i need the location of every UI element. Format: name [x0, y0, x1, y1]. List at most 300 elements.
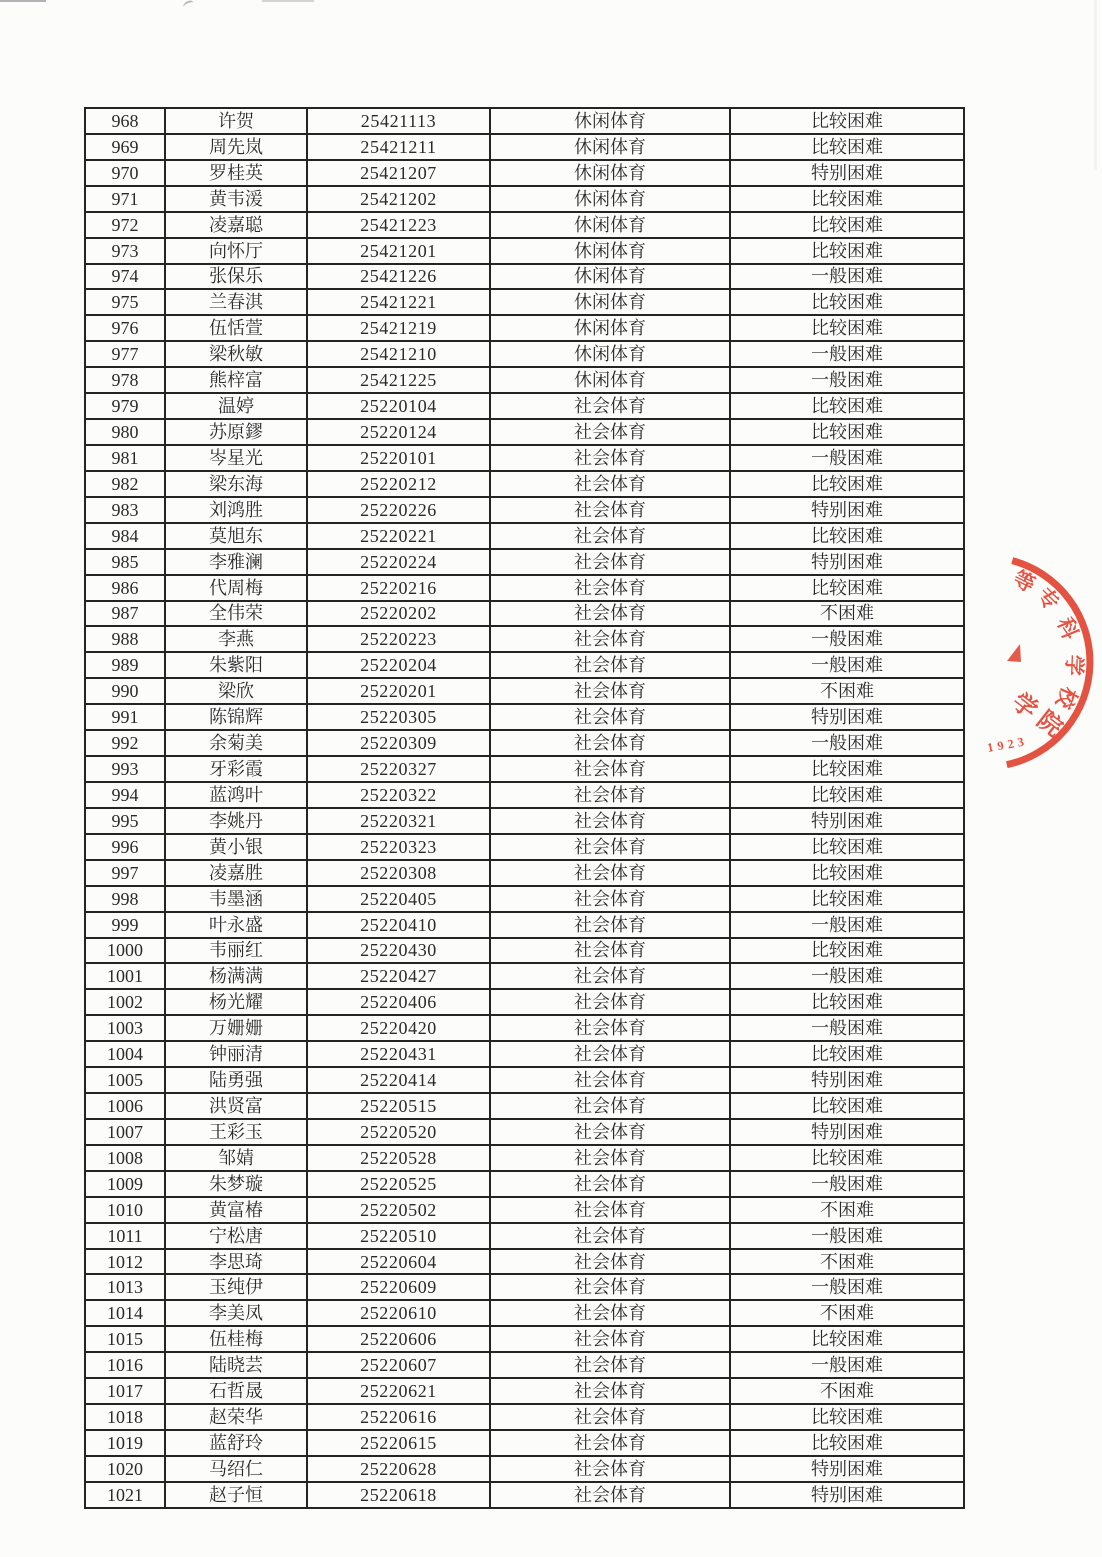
- cell-major: 社会体育: [490, 626, 730, 652]
- cell-name: 黄富椿: [165, 1197, 307, 1223]
- cell-level: 不困难: [730, 1249, 964, 1275]
- table-row: [85, 160, 964, 186]
- seal-ring-char: 学: [1061, 654, 1087, 677]
- cell-name: 熊梓富: [165, 367, 307, 393]
- cell-id: 25220431: [307, 1041, 490, 1067]
- cell-level: 一般困难: [730, 626, 964, 652]
- cell-name: 余菊美: [165, 730, 307, 756]
- cell-name: 罗桂英: [165, 160, 307, 186]
- cell-no: 993: [85, 756, 165, 782]
- cell-id: 25421211: [307, 134, 490, 160]
- table-row: [85, 1197, 964, 1223]
- cell-no: 1002: [85, 989, 165, 1015]
- cell-major: 社会体育: [490, 1274, 730, 1300]
- table-row: [85, 549, 964, 575]
- cell-name: 赵子恒: [165, 1482, 307, 1508]
- cell-id: 25220607: [307, 1352, 490, 1378]
- cell-no: 1014: [85, 1300, 165, 1326]
- cell-major: 休闲体育: [490, 212, 730, 238]
- table-row: [85, 601, 964, 627]
- table-row: [85, 1171, 964, 1197]
- cell-major: 社会体育: [490, 756, 730, 782]
- cell-id: 25220420: [307, 1015, 490, 1041]
- cell-level: 特别困难: [730, 1067, 964, 1093]
- cell-level: 一般困难: [730, 1352, 964, 1378]
- cell-id: 25220104: [307, 393, 490, 419]
- cell-level: 特别困难: [730, 160, 964, 186]
- cell-no: 1003: [85, 1015, 165, 1041]
- cell-major: 社会体育: [490, 575, 730, 601]
- cell-no: 999: [85, 912, 165, 938]
- cell-major: 社会体育: [490, 1326, 730, 1352]
- cell-level: 比较困难: [730, 186, 964, 212]
- cell-level: 比较困难: [730, 523, 964, 549]
- cell-name: 玉纯伊: [165, 1274, 307, 1300]
- table-row: [85, 938, 964, 964]
- cell-major: 休闲体育: [490, 238, 730, 264]
- cell-no: 1021: [85, 1482, 165, 1508]
- cell-major: 休闲体育: [490, 264, 730, 290]
- cell-major: 社会体育: [490, 497, 730, 523]
- table-row: [85, 1249, 964, 1275]
- cell-id: 25220628: [307, 1456, 490, 1482]
- cell-name: 李雅澜: [165, 549, 307, 575]
- table-row: [85, 1300, 964, 1326]
- cell-name: 邹婧: [165, 1145, 307, 1171]
- cell-id: 25421201: [307, 238, 490, 264]
- cell-no: 1008: [85, 1145, 165, 1171]
- table-row: [85, 1041, 964, 1067]
- cell-level: 一般困难: [730, 652, 964, 678]
- table-row: [85, 1482, 964, 1508]
- scan-artifact-line: [262, 0, 314, 2]
- table-row: [85, 989, 964, 1015]
- cell-no: 1011: [85, 1223, 165, 1249]
- cell-no: 998: [85, 886, 165, 912]
- cell-level: 比较困难: [730, 1093, 964, 1119]
- cell-id: 25220621: [307, 1378, 490, 1404]
- cell-id: 25421113: [307, 108, 490, 134]
- cell-name: 朱梦璇: [165, 1171, 307, 1197]
- cell-name: 杨满满: [165, 963, 307, 989]
- cell-no: 976: [85, 315, 165, 341]
- cell-id: 25220427: [307, 963, 490, 989]
- cell-no: 987: [85, 601, 165, 627]
- cell-major: 社会体育: [490, 652, 730, 678]
- cell-level: 不困难: [730, 1300, 964, 1326]
- cell-no: 973: [85, 238, 165, 264]
- cell-major: 社会体育: [490, 860, 730, 886]
- cell-id: 25220204: [307, 652, 490, 678]
- cell-major: 社会体育: [490, 730, 730, 756]
- table-row: [85, 238, 964, 264]
- table-row: [85, 341, 964, 367]
- school-seal-stamp: [950, 540, 1102, 790]
- cell-name: 刘鸿胜: [165, 497, 307, 523]
- cell-name: 代周梅: [165, 575, 307, 601]
- cell-major: 休闲体育: [490, 341, 730, 367]
- cell-major: 休闲体育: [490, 289, 730, 315]
- table-row: [85, 782, 964, 808]
- table-row: [85, 393, 964, 419]
- cell-no: 970: [85, 160, 165, 186]
- cell-no: 1005: [85, 1067, 165, 1093]
- cell-id: 25220305: [307, 704, 490, 730]
- cell-no: 982: [85, 471, 165, 497]
- table-row: [85, 886, 964, 912]
- cell-id: 25220124: [307, 419, 490, 445]
- cell-id: 25220528: [307, 1145, 490, 1171]
- cell-level: 一般困难: [730, 730, 964, 756]
- seal-ring-char: 校: [1051, 683, 1082, 713]
- cell-name: 莫旭东: [165, 523, 307, 549]
- table-row: [85, 730, 964, 756]
- cell-name: 洪贤富: [165, 1093, 307, 1119]
- table-row: [85, 1456, 964, 1482]
- cell-major: 社会体育: [490, 1067, 730, 1093]
- cell-id: 25220414: [307, 1067, 490, 1093]
- cell-name: 苏原鏐: [165, 419, 307, 445]
- cell-no: 989: [85, 652, 165, 678]
- cell-major: 社会体育: [490, 1223, 730, 1249]
- cell-name: 牙彩霞: [165, 756, 307, 782]
- cell-name: 梁欣: [165, 678, 307, 704]
- cell-id: 25421207: [307, 160, 490, 186]
- cell-no: 988: [85, 626, 165, 652]
- cell-no: 1010: [85, 1197, 165, 1223]
- cell-major: 社会体育: [490, 886, 730, 912]
- cell-name: 石哲晟: [165, 1378, 307, 1404]
- cell-level: 比较困难: [730, 1041, 964, 1067]
- cell-no: 975: [85, 289, 165, 315]
- cell-major: 社会体育: [490, 1015, 730, 1041]
- cell-major: 社会体育: [490, 808, 730, 834]
- cell-no: 979: [85, 393, 165, 419]
- cell-name: 杨光耀: [165, 989, 307, 1015]
- roster-body: [85, 108, 964, 1508]
- table-row: [85, 1015, 964, 1041]
- cell-name: 陆晓芸: [165, 1352, 307, 1378]
- seal-year-text: 1923: [986, 734, 1029, 755]
- cell-id: 25220510: [307, 1223, 490, 1249]
- cell-major: 社会体育: [490, 1249, 730, 1275]
- cell-major: 社会体育: [490, 1456, 730, 1482]
- cell-name: 李思琦: [165, 1249, 307, 1275]
- cell-id: 25421225: [307, 367, 490, 393]
- cell-id: 25220224: [307, 549, 490, 575]
- table-row: [85, 1378, 964, 1404]
- cell-level: 比较困难: [730, 315, 964, 341]
- cell-no: 990: [85, 678, 165, 704]
- table-row: [85, 315, 964, 341]
- table-row: [85, 1274, 964, 1300]
- cell-id: 25220212: [307, 471, 490, 497]
- seal-inner-char: 学: [1006, 688, 1042, 725]
- cell-id: 25421223: [307, 212, 490, 238]
- cell-name: 许贺: [165, 108, 307, 134]
- cell-id: 25220616: [307, 1404, 490, 1430]
- seal-ring-arc: [1007, 561, 1090, 765]
- table-row: [85, 808, 964, 834]
- cell-id: 25220405: [307, 886, 490, 912]
- cell-level: 不困难: [730, 1378, 964, 1404]
- cell-level: 比较困难: [730, 989, 964, 1015]
- cell-no: 1018: [85, 1404, 165, 1430]
- cell-level: 比较困难: [730, 212, 964, 238]
- cell-level: 比较困难: [730, 289, 964, 315]
- cell-no: 1017: [85, 1378, 165, 1404]
- cell-name: 赵荣华: [165, 1404, 307, 1430]
- cell-id: 25220327: [307, 756, 490, 782]
- cell-major: 社会体育: [490, 912, 730, 938]
- cell-id: 25421219: [307, 315, 490, 341]
- scan-artifact-streak: [1094, 0, 1097, 170]
- cell-level: 一般困难: [730, 264, 964, 290]
- cell-no: 985: [85, 549, 165, 575]
- cell-level: 比较困难: [730, 1404, 964, 1430]
- cell-id: 25220615: [307, 1430, 490, 1456]
- table-row: [85, 445, 964, 471]
- cell-id: 25220101: [307, 445, 490, 471]
- cell-major: 社会体育: [490, 1482, 730, 1508]
- table-row: [85, 212, 964, 238]
- cell-level: 特别困难: [730, 1119, 964, 1145]
- seal-ring-char: 等: [1009, 566, 1039, 598]
- cell-no: 980: [85, 419, 165, 445]
- cell-id: 25220604: [307, 1249, 490, 1275]
- cell-no: 1015: [85, 1326, 165, 1352]
- cell-major: 社会体育: [490, 1171, 730, 1197]
- cell-name: 韦丽红: [165, 938, 307, 964]
- cell-id: 25220606: [307, 1326, 490, 1352]
- cell-major: 社会体育: [490, 523, 730, 549]
- cell-major: 社会体育: [490, 393, 730, 419]
- cell-no: 971: [85, 186, 165, 212]
- cell-level: 特别困难: [730, 549, 964, 575]
- cell-id: 25421226: [307, 264, 490, 290]
- cell-major: 社会体育: [490, 1145, 730, 1171]
- table-row: [85, 108, 964, 134]
- cell-level: 比较困难: [730, 393, 964, 419]
- cell-major: 社会体育: [490, 1093, 730, 1119]
- cell-id: 25220323: [307, 834, 490, 860]
- cell-id: 25220202: [307, 601, 490, 627]
- cell-major: 社会体育: [490, 419, 730, 445]
- cell-no: 1013: [85, 1274, 165, 1300]
- cell-major: 社会体育: [490, 989, 730, 1015]
- cell-no: 1007: [85, 1119, 165, 1145]
- cell-no: 984: [85, 523, 165, 549]
- cell-name: 伍桂梅: [165, 1326, 307, 1352]
- cell-name: 伍恬萱: [165, 315, 307, 341]
- cell-major: 社会体育: [490, 963, 730, 989]
- table-row: [85, 367, 964, 393]
- cell-major: 社会体育: [490, 445, 730, 471]
- cell-major: 休闲体育: [490, 186, 730, 212]
- cell-name: 黄小银: [165, 834, 307, 860]
- cell-name: 钟丽清: [165, 1041, 307, 1067]
- cell-name: 周先岚: [165, 134, 307, 160]
- cell-major: 社会体育: [490, 1119, 730, 1145]
- cell-name: 叶永盛: [165, 912, 307, 938]
- cell-id: 25220410: [307, 912, 490, 938]
- cell-level: 一般困难: [730, 341, 964, 367]
- table-row: [85, 1067, 964, 1093]
- cell-id: 25220322: [307, 782, 490, 808]
- table-row: [85, 1119, 964, 1145]
- cell-name: 陈锦辉: [165, 704, 307, 730]
- scan-artifact-squiggle: [182, 0, 195, 11]
- cell-level: 比较困难: [730, 1430, 964, 1456]
- cell-level: 一般困难: [730, 1171, 964, 1197]
- cell-level: 不困难: [730, 601, 964, 627]
- cell-name: 万姗姗: [165, 1015, 307, 1041]
- table-row: [85, 471, 964, 497]
- cell-level: 比较困难: [730, 1326, 964, 1352]
- cell-level: 比较困难: [730, 938, 964, 964]
- cell-major: 社会体育: [490, 1378, 730, 1404]
- cell-major: 休闲体育: [490, 108, 730, 134]
- cell-level: 一般困难: [730, 1015, 964, 1041]
- cell-name: 韦墨涵: [165, 886, 307, 912]
- cell-name: 黄韦湲: [165, 186, 307, 212]
- cell-level: 一般困难: [730, 445, 964, 471]
- cell-name: 王彩玉: [165, 1119, 307, 1145]
- table-row: [85, 963, 964, 989]
- cell-name: 向怀厅: [165, 238, 307, 264]
- cell-id: 25220618: [307, 1482, 490, 1508]
- table-row: [85, 497, 964, 523]
- cell-no: 1006: [85, 1093, 165, 1119]
- cell-no: 977: [85, 341, 165, 367]
- table-row: [85, 834, 964, 860]
- cell-id: 25220515: [307, 1093, 490, 1119]
- table-row: [85, 134, 964, 160]
- seal-star-icon: [1007, 644, 1021, 662]
- cell-no: 978: [85, 367, 165, 393]
- cell-no: 996: [85, 834, 165, 860]
- cell-name: 马绍仁: [165, 1456, 307, 1482]
- seal-ring-char: 科: [1052, 614, 1083, 643]
- cell-no: 1012: [85, 1249, 165, 1275]
- cell-level: 比较困难: [730, 108, 964, 134]
- cell-name: 李美凤: [165, 1300, 307, 1326]
- cell-level: 一般困难: [730, 963, 964, 989]
- cell-level: 特别困难: [730, 1482, 964, 1508]
- cell-level: 比较困难: [730, 575, 964, 601]
- cell-name: 兰春淇: [165, 289, 307, 315]
- scan-artifact-line: [0, 0, 46, 2]
- table-row: [85, 860, 964, 886]
- table-row: [85, 1093, 964, 1119]
- table-row: [85, 419, 964, 445]
- cell-level: 不困难: [730, 1197, 964, 1223]
- cell-major: 休闲体育: [490, 315, 730, 341]
- cell-name: 蓝舒玲: [165, 1430, 307, 1456]
- cell-no: 1016: [85, 1352, 165, 1378]
- cell-id: 25220216: [307, 575, 490, 601]
- table-row: [85, 678, 964, 704]
- cell-name: 凌嘉聪: [165, 212, 307, 238]
- cell-level: 比较困难: [730, 834, 964, 860]
- cell-major: 社会体育: [490, 471, 730, 497]
- table-row: [85, 1326, 964, 1352]
- cell-name: 梁东海: [165, 471, 307, 497]
- cell-id: 25421202: [307, 186, 490, 212]
- table-row: [85, 652, 964, 678]
- cell-name: 蓝鸿叶: [165, 782, 307, 808]
- cell-id: 25220610: [307, 1300, 490, 1326]
- cell-level: 比较困难: [730, 756, 964, 782]
- cell-id: 25220309: [307, 730, 490, 756]
- cell-major: 社会体育: [490, 678, 730, 704]
- cell-no: 1009: [85, 1171, 165, 1197]
- cell-major: 社会体育: [490, 1300, 730, 1326]
- cell-no: 983: [85, 497, 165, 523]
- cell-level: 不困难: [730, 678, 964, 704]
- table-row: [85, 264, 964, 290]
- table-row: [85, 626, 964, 652]
- cell-level: 特别困难: [730, 808, 964, 834]
- cell-major: 休闲体育: [490, 367, 730, 393]
- cell-level: 比较困难: [730, 860, 964, 886]
- cell-name: 梁秋敏: [165, 341, 307, 367]
- cell-no: 972: [85, 212, 165, 238]
- cell-no: 991: [85, 704, 165, 730]
- table-row: [85, 523, 964, 549]
- cell-name: 李姚丹: [165, 808, 307, 834]
- cell-level: 比较困难: [730, 782, 964, 808]
- cell-id: 25220308: [307, 860, 490, 886]
- table-row: [85, 1352, 964, 1378]
- cell-level: 比较困难: [730, 1145, 964, 1171]
- table-row: [85, 1430, 964, 1456]
- cell-level: 比较困难: [730, 419, 964, 445]
- cell-id: 25220502: [307, 1197, 490, 1223]
- table-row: [85, 289, 964, 315]
- cell-no: 1001: [85, 963, 165, 989]
- cell-no: 1004: [85, 1041, 165, 1067]
- cell-id: 25220406: [307, 989, 490, 1015]
- cell-level: 一般困难: [730, 912, 964, 938]
- cell-major: 社会体育: [490, 1197, 730, 1223]
- cell-level: 一般困难: [730, 1274, 964, 1300]
- cell-name: 朱紫阳: [165, 652, 307, 678]
- cell-major: 社会体育: [490, 938, 730, 964]
- cell-level: 比较困难: [730, 886, 964, 912]
- seal-ring-char: 专: [1032, 583, 1064, 615]
- cell-major: 社会体育: [490, 1041, 730, 1067]
- cell-no: 992: [85, 730, 165, 756]
- cell-major: 社会体育: [490, 549, 730, 575]
- table-row: [85, 704, 964, 730]
- cell-id: 25421221: [307, 289, 490, 315]
- cell-major: 社会体育: [490, 1430, 730, 1456]
- cell-level: 比较困难: [730, 134, 964, 160]
- cell-no: 986: [85, 575, 165, 601]
- cell-name: 凌嘉胜: [165, 860, 307, 886]
- cell-name: 张保乐: [165, 264, 307, 290]
- cell-major: 休闲体育: [490, 134, 730, 160]
- cell-id: 25220525: [307, 1171, 490, 1197]
- cell-no: 994: [85, 782, 165, 808]
- cell-level: 特别困难: [730, 704, 964, 730]
- cell-name: 宁松唐: [165, 1223, 307, 1249]
- table-row: [85, 756, 964, 782]
- cell-id: 25220321: [307, 808, 490, 834]
- cell-no: 969: [85, 134, 165, 160]
- cell-level: 特别困难: [730, 497, 964, 523]
